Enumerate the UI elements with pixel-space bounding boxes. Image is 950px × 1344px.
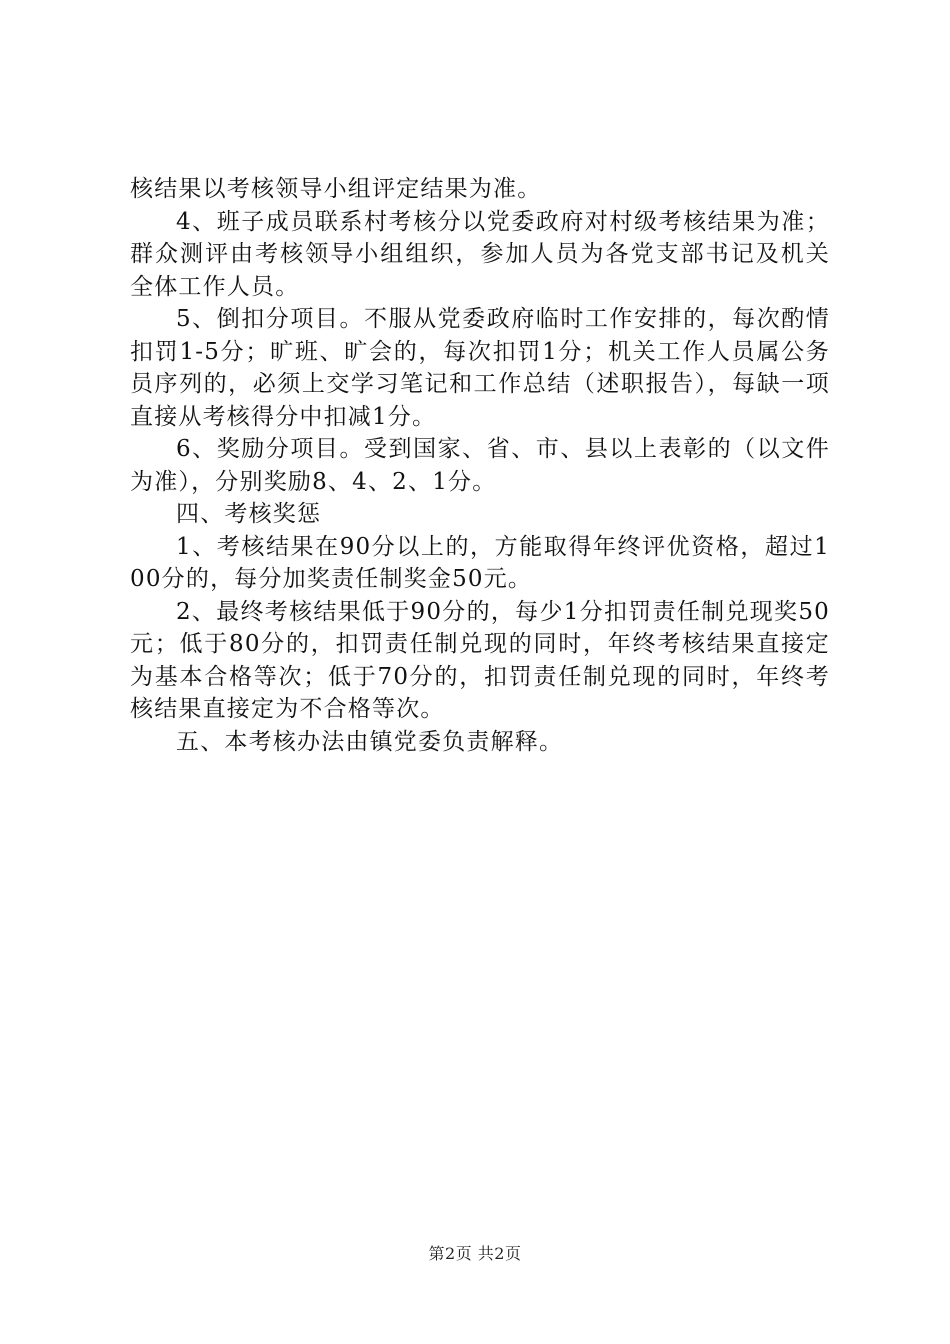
paragraph-item-4: 4、班子成员联系村考核分以党委政府对村级考核结果为准；群众测评由考核领导小组组织，参加人员为各党支部书记及机关全体工作人员。 (130, 208, 830, 300)
paragraph-reward-item-1: 1、考核结果在90分以上的，方能取得年终评优资格，超过100分的，每分加奖责任制奖金50元。 (130, 533, 830, 592)
paragraph-item-6: 6、奖励分项目。受到国家、省、市、县以上表彰的（以文件为准），分别奖励8、4、2、1分。 (130, 436, 830, 495)
paragraph-item-5: 5、倒扣分项目。不服从党委政府临时工作安排的，每次酌情扣罚1-5分；旷班、旷会的，每次扣罚1分；机关工作人员属公务员序列的，必须上交学习笔记和工作总结（述职报告），每缺一项直接从考核得分中扣减1分。 (130, 306, 830, 430)
page-number-indicator: 第2页 共2页 (428, 1244, 522, 1263)
page-footer (0, 1244, 950, 1264)
document-body (130, 173, 830, 758)
section-heading-interpretation: 五、本考核办法由镇党委负责解释。 (176, 728, 564, 755)
paragraph-reward-item-2: 2、最终考核结果低于90分的，每少1分扣罚责任制兑现奖50元；低于80分的，扣罚责任制兑现的同时，年终考核结果直接定为基本合格等次；低于70分的，扣罚责任制兑现的同时，年终考核结果直接定为不合格等次。 (130, 598, 830, 722)
section-heading-rewards-penalties: 四、考核奖惩 (176, 501, 322, 527)
paragraph-continuation: 核结果以考核领导小组评定结果为准。 (130, 176, 542, 202)
